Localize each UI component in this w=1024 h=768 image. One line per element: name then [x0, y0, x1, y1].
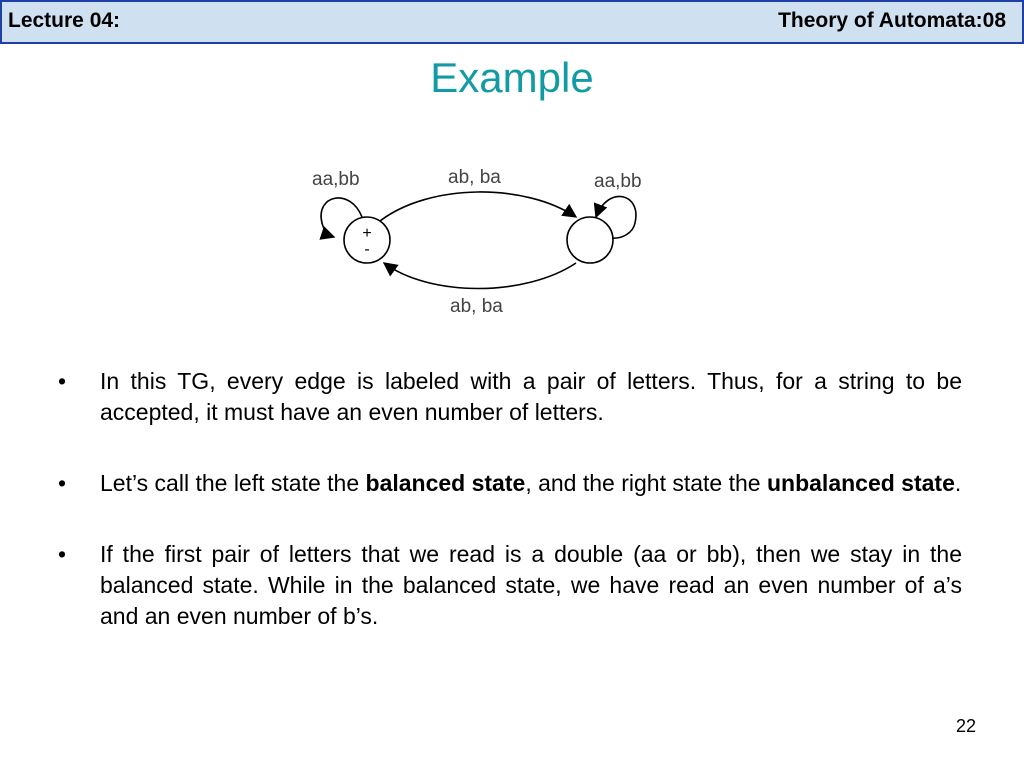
term-unbalanced-state: unbalanced state — [766, 470, 955, 496]
edge-label-bottom: ab, ba — [450, 296, 503, 317]
state-right — [567, 217, 613, 263]
term-balanced-state: balanced state — [365, 470, 526, 496]
edge-label-left-loop: aa,bb — [312, 169, 360, 190]
edge-label-top: ab, ba — [448, 167, 501, 188]
bullet-text: If the first pair of letters that we read is a double (aa or bb), then we stay in the balanced state. While in the balanced state, we have read an even number of a’s and an even number of b’s. — [100, 541, 962, 629]
bullet-list — [58, 366, 962, 672]
edge-label-right-loop: aa,bb — [594, 171, 642, 192]
bullet-marker: • — [58, 541, 67, 567]
lecture-label: Lecture 04: — [8, 9, 121, 32]
header-bar — [0, 0, 1024, 44]
bullet-marker: • — [58, 368, 67, 394]
bullet-marker: • — [58, 470, 67, 496]
bullet-item — [58, 366, 962, 428]
state-left-minus: - — [364, 241, 370, 258]
bullet-text-before: Let’s call the left state the — [100, 470, 366, 496]
bullet-item — [58, 539, 962, 632]
bullet-text-middle: , and the right state the — [525, 470, 767, 496]
bullet-item — [58, 468, 962, 499]
state-left-plus: + — [362, 225, 372, 242]
bullet-text-after: . — [954, 470, 962, 496]
transition-graph — [300, 155, 680, 325]
course-label: Theory of Automata:08 — [778, 9, 1006, 32]
edge-right-to-left — [384, 263, 576, 289]
edge-left-to-right — [380, 192, 576, 221]
page-number: 22 — [956, 716, 977, 736]
bullet-text: In this TG, every edge is labeled with a pair of letters. Thus, for a string to be accepted, it must have an even number of letters. — [100, 368, 962, 425]
slide-title: Example — [430, 54, 594, 101]
